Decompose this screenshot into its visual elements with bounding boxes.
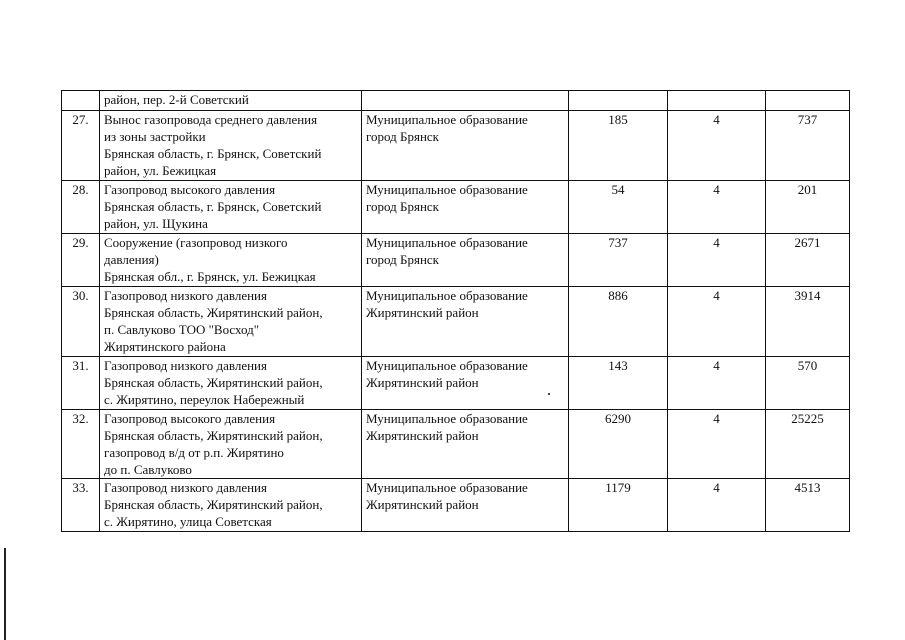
object-line: Брянская область, г. Брянск, Советский — [104, 146, 322, 161]
table-row — [62, 111, 850, 181]
category-cell: 4 — [668, 357, 766, 410]
owner-line: Муниципальное образование — [366, 235, 528, 250]
area-cell — [766, 91, 850, 111]
table-row — [62, 479, 850, 532]
object-line: из зоны застройки — [104, 129, 206, 144]
row-number-cell: 30. — [62, 287, 100, 357]
table-row — [62, 181, 850, 234]
object-line: Газопровод высокого давления — [104, 182, 276, 197]
object-line: Брянская обл., г. Брянск, ул. Бежицкая — [104, 269, 316, 284]
length-cell — [569, 91, 668, 111]
area-cell: 201 — [766, 181, 850, 234]
owner-line: Жирятинский район — [366, 428, 479, 443]
object-line: Газопровод низкого давления — [104, 480, 267, 495]
registry-table-body — [62, 91, 850, 532]
object-line: Вынос газопровода среднего давления — [104, 112, 318, 127]
object-line: газопровод в/д от р.п. Жирятино — [104, 445, 284, 460]
category-cell: 4 — [668, 287, 766, 357]
area-cell: 737 — [766, 111, 850, 181]
category-cell: 4 — [668, 410, 766, 479]
area-cell: 25225 — [766, 410, 850, 479]
owner-line: Муниципальное образование — [366, 411, 528, 426]
owner-line: Муниципальное образование — [366, 480, 528, 495]
category-cell: 4 — [668, 181, 766, 234]
owner-line: Муниципальное образование — [366, 358, 528, 373]
length-cell: 1179 — [569, 479, 668, 532]
table-row — [62, 357, 850, 410]
category-cell — [668, 91, 766, 111]
area-cell: 2671 — [766, 234, 850, 287]
length-cell: 737 — [569, 234, 668, 287]
category-cell: 4 — [668, 234, 766, 287]
table-row — [62, 234, 850, 287]
owner-cell — [362, 234, 569, 287]
category-cell: 4 — [668, 479, 766, 532]
row-number-cell: 33. — [62, 479, 100, 532]
object-description-cell — [100, 91, 362, 111]
area-cell: 3914 — [766, 287, 850, 357]
object-description-cell — [100, 111, 362, 181]
length-cell: 185 — [569, 111, 668, 181]
object-line: с. Жирятино, улица Советская — [104, 514, 272, 529]
object-description-cell — [100, 181, 362, 234]
object-line: Газопровод высокого давления — [104, 411, 276, 426]
row-number-cell: 31. — [62, 357, 100, 410]
owner-cell — [362, 357, 569, 410]
object-line: Сооружение (газопровод низкого — [104, 235, 288, 250]
object-line: Брянская область, Жирятинский район, — [104, 305, 323, 320]
object-line: Брянская область, Жирятинский район, — [104, 497, 323, 512]
owner-cell — [362, 111, 569, 181]
row-number-cell: 29. — [62, 234, 100, 287]
owner-line: Жирятинский район — [366, 305, 479, 320]
row-number-cell: 32. — [62, 410, 100, 479]
length-cell: 6290 — [569, 410, 668, 479]
owner-line: Муниципальное образование — [366, 112, 528, 127]
owner-cell — [362, 479, 569, 532]
object-line: Газопровод низкого давления — [104, 288, 267, 303]
object-line: до п. Савлуково — [104, 462, 192, 477]
owner-cell — [362, 287, 569, 357]
object-line: район, пер. 2-й Советский — [104, 92, 249, 107]
object-line: район, ул. Щукина — [104, 216, 208, 231]
object-description-cell — [100, 234, 362, 287]
object-line: п. Савлуково ТОО "Восход" — [104, 322, 260, 337]
object-line: давления) — [104, 252, 159, 267]
object-line: Брянская область, Жирятинский район, — [104, 375, 323, 390]
owner-line: город Брянск — [366, 129, 439, 144]
owner-line: город Брянск — [366, 252, 439, 267]
object-line: Газопровод низкого давления — [104, 358, 267, 373]
object-line: Брянская область, г. Брянск, Советский — [104, 199, 322, 214]
owner-cell — [362, 181, 569, 234]
table-row — [62, 91, 850, 111]
category-cell: 4 — [668, 111, 766, 181]
area-cell: 570 — [766, 357, 850, 410]
owner-line: Муниципальное образование — [366, 182, 528, 197]
owner-line: Муниципальное образование — [366, 288, 528, 303]
object-description-cell — [100, 287, 362, 357]
object-line: Жирятинского района — [104, 339, 226, 354]
object-line: с. Жирятино, переулок Набережный — [104, 392, 305, 407]
row-number-cell: 28. — [62, 181, 100, 234]
object-line: Брянская область, Жирятинский район, — [104, 428, 323, 443]
scan-edge-mark — [4, 548, 6, 640]
row-number-cell: 27. — [62, 111, 100, 181]
owner-line: Жирятинский район — [366, 497, 479, 512]
row-number-cell — [62, 91, 100, 111]
owner-line: Жирятинский район — [366, 375, 479, 390]
length-cell: 54 — [569, 181, 668, 234]
object-description-cell — [100, 357, 362, 410]
object-line: район, ул. Бежицкая — [104, 163, 217, 178]
owner-cell — [362, 91, 569, 111]
table-row — [62, 410, 850, 479]
object-description-cell — [100, 479, 362, 532]
owner-line: город Брянск — [366, 199, 439, 214]
owner-cell — [362, 410, 569, 479]
object-description-cell — [100, 410, 362, 479]
length-cell: 143 — [569, 357, 668, 410]
length-cell: 886 — [569, 287, 668, 357]
table-row — [62, 287, 850, 357]
area-cell: 4513 — [766, 479, 850, 532]
gas-pipeline-registry-table — [61, 90, 850, 532]
